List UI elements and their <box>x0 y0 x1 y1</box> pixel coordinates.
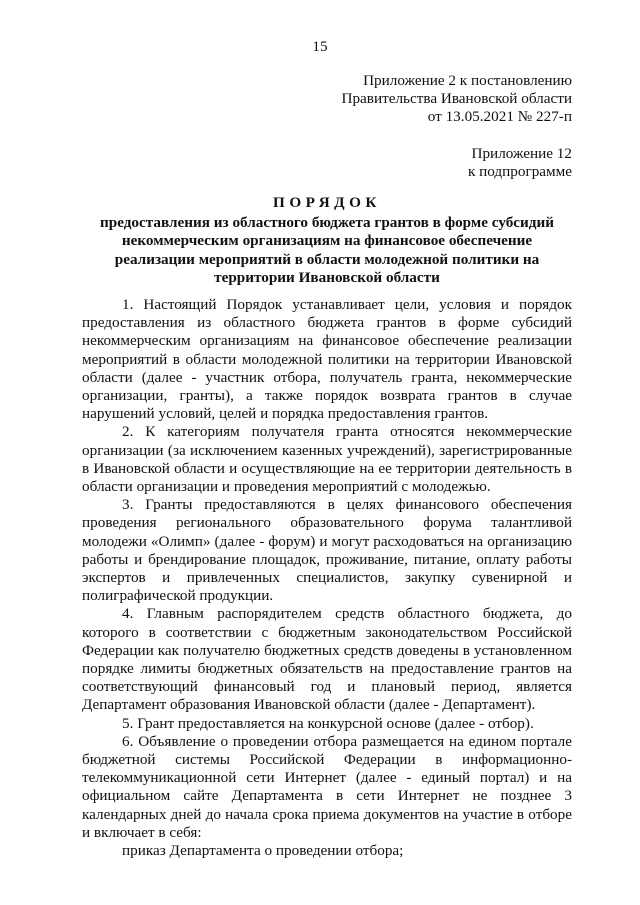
paragraph-3: 3. Гранты предоставляются в целях финансового обеспечения проведения регионального образовательного форума талантливой молодежи «Олимп» (далее - форум) и могут расходоваться на организацию работы и брендирование площадок, проживание, питание, оплату работы экспертов и привлеченных специалистов, закупку сувенирной и полиграфической продукции. <box>82 496 572 605</box>
attachment-2-line: Правительства Ивановской области <box>341 90 572 108</box>
attachment-2-line: от 13.05.2021 № 227-п <box>427 108 572 126</box>
attachment-12-line: к подпрограмме <box>467 163 572 181</box>
document-title <box>80 194 574 287</box>
paragraph-5: 5. Грант предоставляется на конкурсной основе (далее - отбор). <box>122 714 534 732</box>
paragraph-6-item: приказ Департамента о проведении отбора; <box>122 842 404 860</box>
attachment-12-block <box>468 145 572 181</box>
title-heading: ПОРЯДОК <box>273 194 381 211</box>
attachment-12-line: Приложение 12 <box>471 145 572 162</box>
paragraph-1: 1. Настоящий Порядок устанавливает цели, условия и порядок предоставления из областного бюджета грантов в форме субсидий некоммерческим организациям на финансовое обеспечение реализации мероприятий в области молодежной политики на территории Ивановской области (далее - участник отбора, получатель гранта, некоммерческие организации, гранты), а также порядок возврата грантов в случае нарушений условий, целей и порядка предоставления грантов. <box>82 296 572 423</box>
paragraph-2: 2. К категориям получателя гранта относятся некоммерческие организации (за исключением казенных учреждений), зарегистрированные в Ивановской области и осуществляющие на ее территории деятельность в области организации и проведения мероприятий с молодежью. <box>82 423 572 496</box>
attachment-2-line: Приложение 2 к постановлению <box>363 72 572 89</box>
paragraph-6: 6. Объявление о проведении отбора размещается на едином портале бюджетной системы Российской Федерации в информационно-телекоммуникационной сети Интернет (далее - единый портал) и на официальном сайте Департамента в сети Интернет не позднее 3 календарных дней до начала срока приема документов на участие в отборе и включает в себя: <box>82 732 572 841</box>
document-body <box>82 296 572 860</box>
attachment-2-block <box>342 72 573 127</box>
paragraph-4: 4. Главным распорядителем средств областного бюджета, до которого в соответствии с бюджетным законодательством Российской Федерации как получателю бюджетных средств доведены в установленном порядке лимиты бюджетных обязательств на предоставление грантов на соответствующий финансовый год и плановый период, является Департамент образования Ивановской области (далее - Департамент). <box>82 605 572 714</box>
title-subtitle: предоставления из областного бюджета грантов в форме субсидий некоммерческим организациям на финансовое обеспечение реализации мероприятий в области молодежной политики на территории Ивановской области <box>100 214 554 286</box>
page-number: 15 <box>312 38 328 55</box>
